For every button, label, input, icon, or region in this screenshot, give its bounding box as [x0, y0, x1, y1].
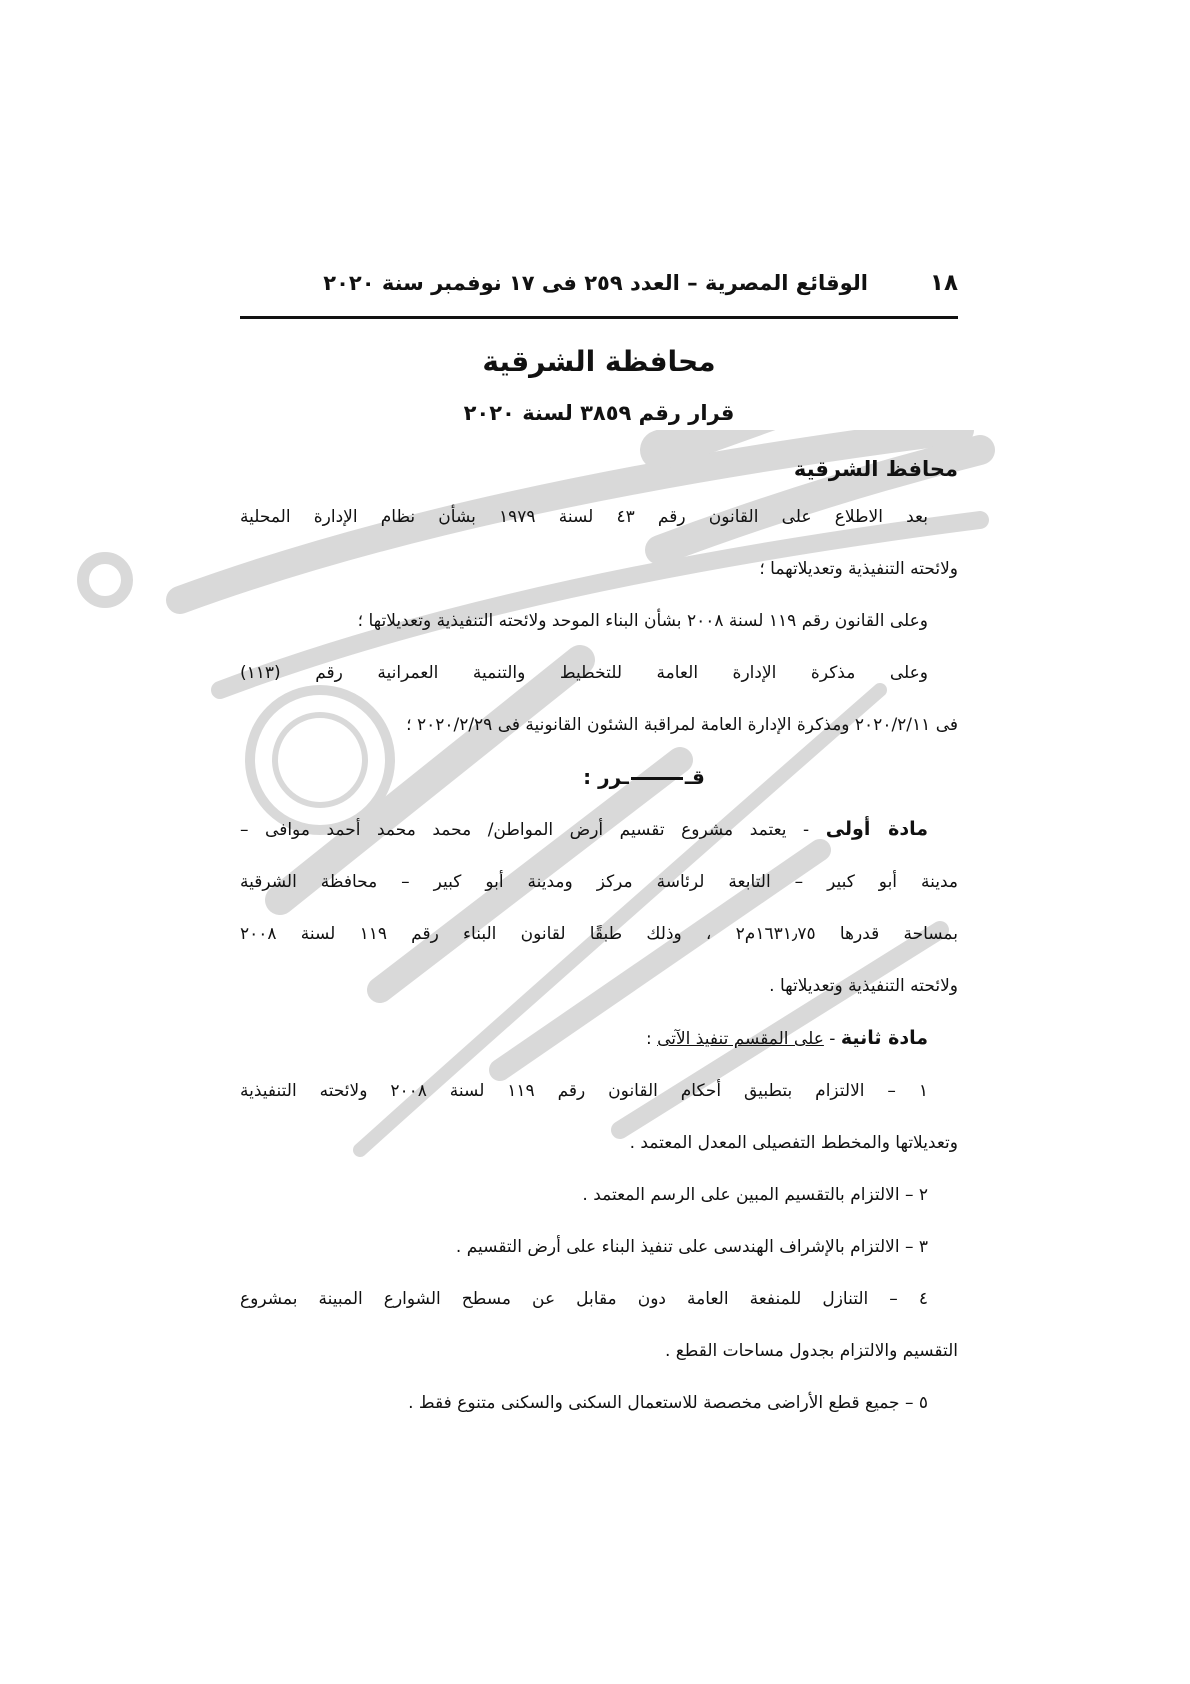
article-2-item: ٥ – جميع قطع الأراضى مخصصة للاستعمال السكنى والسكنى متنوع فقط .	[408, 1393, 928, 1413]
document-page	[240, 270, 958, 1429]
article-1-text: - يعتمد مشروع تقسيم أرض المواطن/ محمد محمد أحمد موافى –	[240, 820, 810, 840]
decision-number: قرار رقم ٣٨٥٩ لسنة ٢٠٢٠	[463, 401, 735, 425]
addressee: محافظ الشرقية	[793, 457, 958, 481]
article-2-intro-tail: :	[645, 1029, 658, 1049]
decree-word-start: قـ	[684, 765, 705, 789]
decree-heading	[240, 751, 958, 803]
preamble-line: بعد الاطلاع على القانون رقم ٤٣ لسنة ١٩٧٩ بشأن نظام الإدارة المحلية	[240, 507, 928, 527]
article-2-intro-text: على المقسم تنفيذ الآتى	[657, 1029, 824, 1049]
decree-word-end: ـرر :	[583, 765, 629, 789]
article-2-item: ٤ – التنازل للمنفعة العامة دون مقابل عن مسطح الشوارع المبينة بمشروع	[240, 1289, 928, 1309]
article-1-line: بمساحة قدرها ١٦٣١٫٧٥م٢ ، وذلك طبقًا لقانون البناء رقم ١١٩ لسنة ٢٠٠٨	[240, 924, 958, 944]
article-2-dash: -	[823, 1029, 841, 1049]
article-2-title: مادة ثانية	[840, 1027, 928, 1049]
publication-line: الوقائع المصرية – العدد ٢٥٩ فى ١٧ نوفمبر سنة ٢٠٢٠	[323, 271, 868, 295]
article-2-item: ٢ – الالتزام بالتقسيم المبين على الرسم المعتمد .	[582, 1185, 928, 1205]
article-1-title: مادة أولى	[825, 818, 928, 840]
article-1-line	[240, 803, 958, 856]
preamble-line: ولائحته التنفيذية وتعديلاتهما ؛	[759, 559, 958, 579]
article-1-line: ولائحته التنفيذية وتعديلاتها .	[769, 976, 958, 996]
article-2-item-continued: وتعديلاتها والمخطط التفصيلى المعدل المعتمد .	[629, 1133, 958, 1153]
article-2-intro	[240, 1012, 958, 1065]
preamble-line: وعلى مذكرة الإدارة العامة للتخطيط والتنمية العمرانية رقم (١١٣)	[240, 663, 928, 683]
article-2-item: ١ – الالتزام بتطبيق أحكام القانون رقم ١١٩ لسنة ٢٠٠٨ ولائحته التنفيذية	[240, 1081, 928, 1101]
article-2-item: ٣ – الالتزام بالإشراف الهندسى على تنفيذ البناء على أرض التقسيم .	[455, 1237, 928, 1257]
article-2-item-continued: التقسيم والالتزام بجدول مساحات القطع .	[664, 1341, 958, 1361]
decree-stretch	[631, 777, 683, 780]
preamble-line: فى ٢٠٢٠/٢/١١ ومذكرة الإدارة العامة لمراقبة الشئون القانونية فى ٢٠٢٠/٢/٢٩ ؛	[406, 715, 958, 735]
page-number: ١٨	[929, 270, 958, 296]
governorate-title: محافظة الشرقية	[482, 345, 716, 378]
running-header	[240, 270, 958, 319]
article-1-line: مدينة أبو كبير – التابعة لرئاسة مركز ومدينة أبو كبير – محافظة الشرقية	[240, 872, 958, 892]
preamble-line: وعلى القانون رقم ١١٩ لسنة ٢٠٠٨ بشأن البناء الموحد ولائحته التنفيذية وتعديلاتها ؛	[357, 611, 928, 631]
